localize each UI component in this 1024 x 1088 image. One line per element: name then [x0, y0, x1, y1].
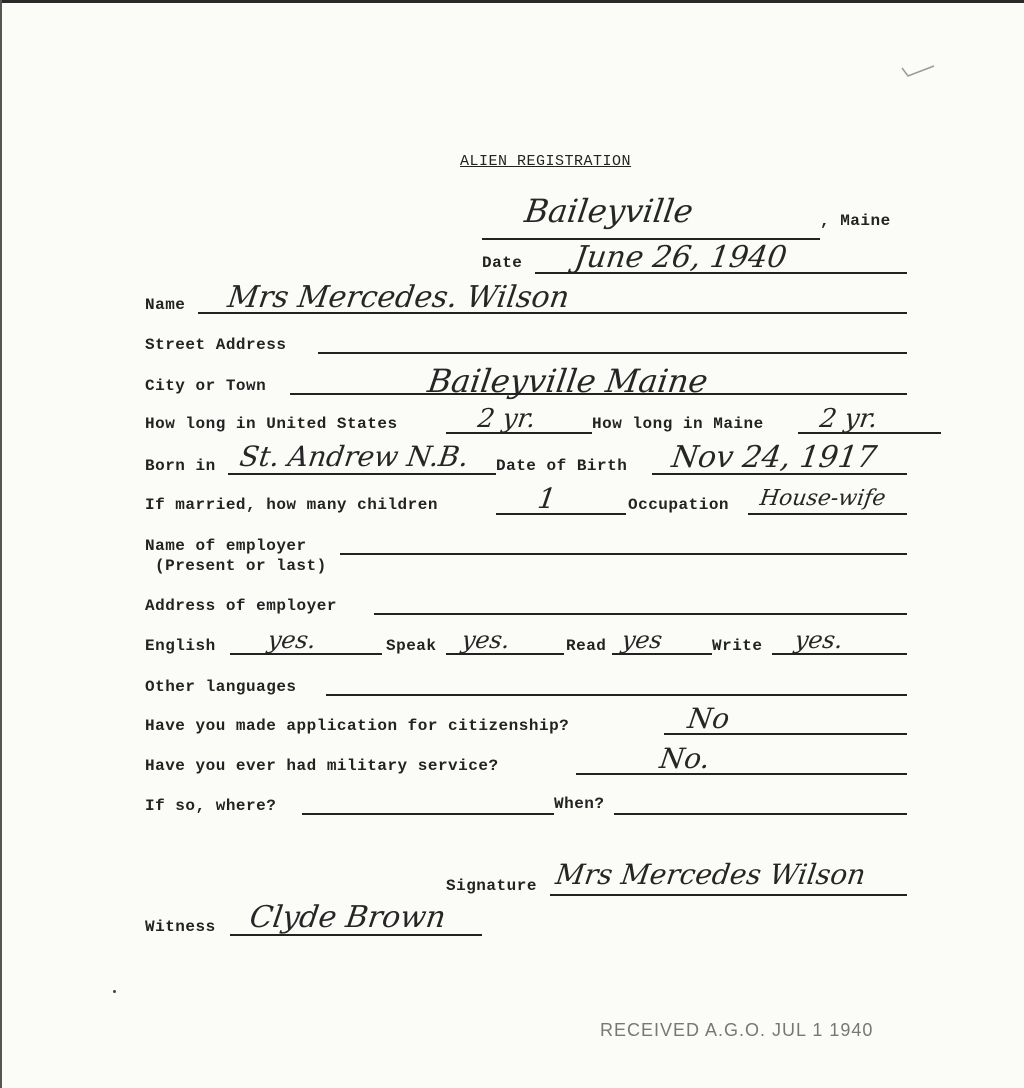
when-label: When?: [554, 795, 605, 813]
when-line: [614, 813, 907, 815]
english-line: [230, 653, 382, 655]
date-of-birth-entry: Nov 24, 1917: [669, 440, 879, 475]
signature-line: [550, 894, 907, 896]
ink-dot: [113, 990, 116, 993]
born-in-entry: St. Andrew N.B.: [237, 440, 471, 473]
employer-address-label: Address of employer: [145, 597, 337, 615]
citizenship-entry: No: [685, 702, 732, 735]
town-entry: Baileyville: [522, 192, 696, 230]
write-label: Write: [712, 637, 763, 655]
street-address-line: [318, 352, 907, 354]
military-label: Have you ever had military service?: [145, 757, 499, 775]
other-languages-line: [326, 694, 907, 696]
english-label: English: [145, 637, 216, 655]
date-entry: June 26, 1940: [572, 240, 790, 275]
witness-label: Witness: [145, 918, 216, 936]
received-stamp: RECEIVED A.G.O. JUL 1 1940: [600, 1020, 874, 1040]
city-label: City or Town: [145, 377, 267, 395]
occupation-entry: House-wife: [758, 486, 888, 511]
born-in-label: Born in: [145, 457, 216, 475]
read-label: Read: [566, 637, 607, 655]
date-of-birth-line: [652, 473, 907, 475]
military-line: [576, 773, 907, 775]
born-in-line: [228, 473, 496, 475]
employer-address-line: [374, 613, 907, 615]
children-entry: 1: [535, 482, 559, 515]
date-of-birth-label: Date of Birth: [496, 457, 628, 475]
write-line: [772, 653, 907, 655]
children-label: If married, how many children: [145, 496, 438, 514]
children-line: [496, 513, 626, 515]
occupation-line: [748, 513, 907, 515]
signature-entry: Mrs Mercedes Wilson: [553, 858, 868, 891]
date-label: Date: [482, 254, 523, 272]
employer-sub-label: (Present or last): [155, 557, 327, 575]
scan-border-top: [0, 0, 1024, 3]
read-line: [612, 653, 712, 655]
date-line: [535, 272, 907, 274]
occupation-label: Occupation: [628, 496, 730, 514]
years-maine-entry: 2 yr.: [817, 404, 880, 434]
years-us-line: [446, 432, 592, 434]
military-entry: No.: [657, 742, 713, 775]
years-maine-line: [798, 432, 941, 434]
speak-entry: yes.: [460, 626, 512, 654]
years-us-entry: 2 yr.: [475, 404, 538, 434]
signature-label: Signature: [446, 877, 537, 895]
citizenship-label: Have you made application for citizenship?: [145, 717, 570, 735]
name-entry: Mrs Mercedes. Wilson: [225, 280, 572, 315]
citizenship-line: [664, 733, 907, 735]
where-line: [302, 813, 554, 815]
employer-label: Name of employer: [145, 537, 307, 555]
state-label: , Maine: [820, 212, 891, 230]
english-entry: yes.: [266, 626, 318, 654]
how-long-maine-label: How long in Maine: [592, 415, 764, 433]
other-languages-label: Other languages: [145, 678, 297, 696]
read-entry: yes: [620, 626, 665, 654]
form-title: ALIEN REGISTRATION: [460, 153, 632, 170]
witness-line: [230, 934, 482, 936]
name-line: [198, 312, 907, 314]
scan-border-left: [0, 0, 2, 1088]
witness-entry: Clyde Brown: [247, 900, 448, 935]
write-entry: yes.: [793, 626, 845, 654]
where-label: If so, where?: [145, 797, 277, 815]
employer-line: [340, 553, 907, 555]
city-entry: Baileyville Maine: [425, 362, 711, 400]
speak-label: Speak: [386, 637, 437, 655]
how-long-us-label: How long in United States: [145, 415, 398, 433]
street-address-label: Street Address: [145, 336, 287, 354]
speak-line: [446, 653, 564, 655]
city-line: [290, 393, 907, 395]
check-mark-icon: [900, 60, 936, 80]
name-label: Name: [145, 296, 186, 314]
